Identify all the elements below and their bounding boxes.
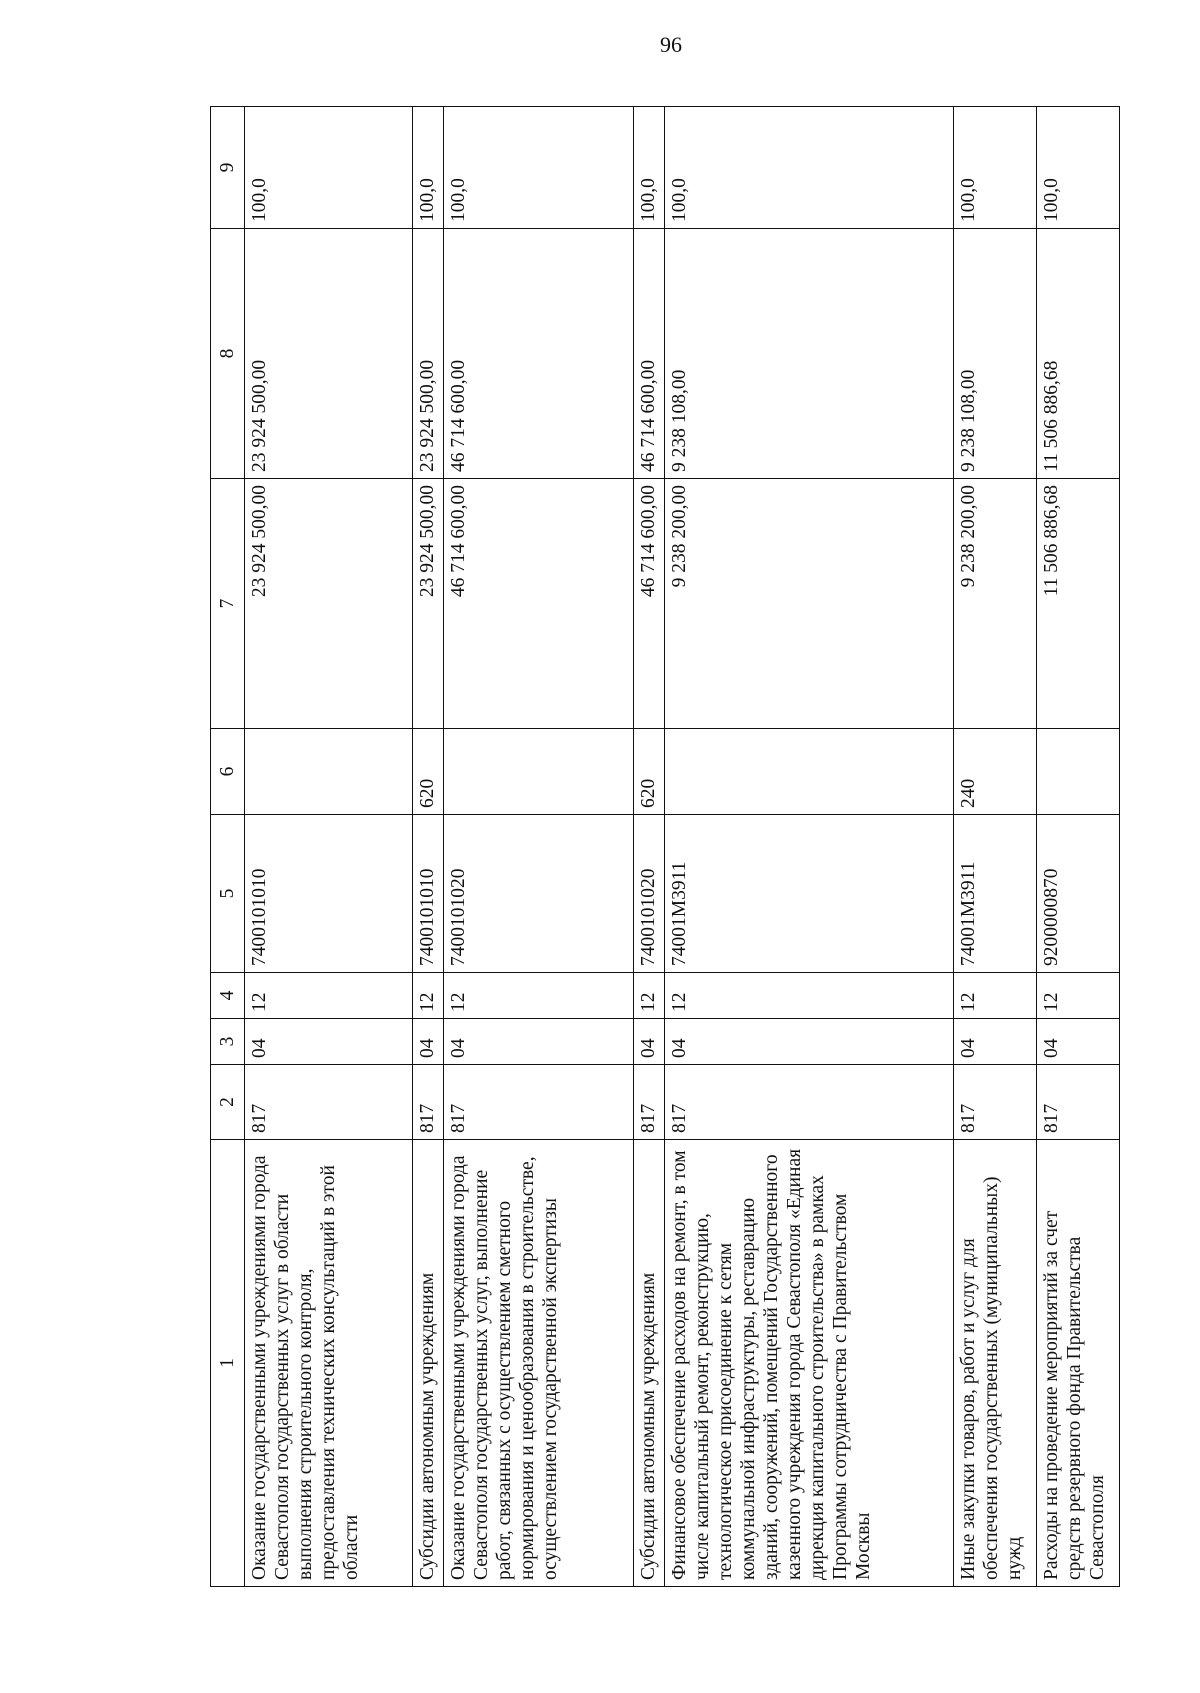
header-row — [211, 107, 245, 1587]
row-name: Оказание государственными учреждениями города Севастополя государственных услуг в области выполнения строительного контроля, предоставления технических консультаций в этой области — [245, 1140, 413, 1587]
target-item-code: 7400101020 — [443, 815, 633, 973]
executed-amount: 46 714 600,00 — [633, 229, 664, 479]
section-code: 04 — [664, 1019, 954, 1065]
execution-percent: 100,0 — [954, 107, 1037, 229]
executed-amount: 9 238 108,00 — [954, 229, 1037, 479]
planned-amount: 46 714 600,00 — [443, 479, 633, 729]
section-code: 04 — [1037, 1019, 1120, 1065]
subsection-code: 12 — [412, 973, 443, 1019]
executed-amount: 23 924 500,00 — [245, 229, 413, 479]
ministry-code: 817 — [633, 1065, 664, 1140]
budget-table — [210, 106, 1120, 1587]
target-item-code: 9200000870 — [1037, 815, 1120, 973]
row-name: Расходы на проведение мероприятий за счет средств резервного фонда Правительства Севастополя — [1037, 1140, 1120, 1587]
planned-amount: 23 924 500,00 — [245, 479, 413, 729]
expense-type-code — [1037, 729, 1120, 815]
section-code: 04 — [412, 1019, 443, 1065]
column-header: 2 — [211, 1065, 245, 1140]
expense-type-code — [443, 729, 633, 815]
row-name: Субсидии автономным учреждениям — [412, 1140, 443, 1587]
target-item-code: 7400101020 — [633, 815, 664, 973]
ministry-code: 817 — [412, 1065, 443, 1140]
ministry-code: 817 — [954, 1065, 1037, 1140]
planned-amount: 9 238 200,00 — [664, 479, 954, 729]
expense-type-code: 240 — [954, 729, 1037, 815]
ministry-code: 817 — [1037, 1065, 1120, 1140]
column-header: 5 — [211, 815, 245, 973]
rotated-table-wrapper — [210, 107, 1120, 1587]
table-row — [664, 107, 954, 1587]
target-item-code: 74001М3911 — [664, 815, 954, 973]
row-name: Финансовое обеспечение расходов на ремонт, в том числе капитальный ремонт, реконструкцию, технологическое присоединение к сетям коммунальной инфраструктуры, реставрацию зданий, сооружений, помещений Государственного казенного учреждения города Севастополя «Единая дирекция капитального строительства» в рамках Программы сотрудничества с Правительством Москвы — [664, 1140, 954, 1587]
execution-percent: 100,0 — [443, 107, 633, 229]
column-header: 9 — [211, 107, 245, 229]
ministry-code: 817 — [664, 1065, 954, 1140]
section-code: 04 — [633, 1019, 664, 1065]
subsection-code: 12 — [245, 973, 413, 1019]
table-row — [1037, 107, 1120, 1587]
subsection-code: 12 — [633, 973, 664, 1019]
ministry-code: 817 — [443, 1065, 633, 1140]
row-name: Оказание государственными учреждениями города Севастополя государственных услуг, выполнение работ, связанных с осуществлением сметного нормирования и ценообразования в строительстве, осуществлением государственной экспертизы — [443, 1140, 633, 1587]
target-item-code: 74001М3911 — [954, 815, 1037, 973]
execution-percent: 100,0 — [245, 107, 413, 229]
target-item-code: 7400101010 — [412, 815, 443, 973]
expense-type-code — [245, 729, 413, 815]
expense-type-code: 620 — [412, 729, 443, 815]
executed-amount: 46 714 600,00 — [443, 229, 633, 479]
section-code: 04 — [954, 1019, 1037, 1065]
table-row — [443, 107, 633, 1587]
execution-percent: 100,0 — [1037, 107, 1120, 229]
ministry-code: 817 — [245, 1065, 413, 1140]
expense-type-code: 620 — [633, 729, 664, 815]
subsection-code: 12 — [954, 973, 1037, 1019]
table-row — [633, 107, 664, 1587]
execution-percent: 100,0 — [664, 107, 954, 229]
column-header: 4 — [211, 973, 245, 1019]
column-header: 6 — [211, 729, 245, 815]
section-code: 04 — [443, 1019, 633, 1065]
subsection-code: 12 — [443, 973, 633, 1019]
execution-percent: 100,0 — [633, 107, 664, 229]
execution-percent: 100,0 — [412, 107, 443, 229]
row-name: Субсидии автономным учреждениям — [633, 1140, 664, 1587]
target-item-code: 7400101010 — [245, 815, 413, 973]
column-header: 1 — [211, 1140, 245, 1587]
planned-amount: 23 924 500,00 — [412, 479, 443, 729]
planned-amount: 11 506 886,68 — [1037, 479, 1120, 729]
executed-amount: 23 924 500,00 — [412, 229, 443, 479]
planned-amount: 46 714 600,00 — [633, 479, 664, 729]
table-row — [412, 107, 443, 1587]
table-row — [954, 107, 1037, 1587]
subsection-code: 12 — [664, 973, 954, 1019]
column-header: 7 — [211, 479, 245, 729]
table-row — [245, 107, 413, 1587]
expense-type-code — [664, 729, 954, 815]
executed-amount: 9 238 108,00 — [664, 229, 954, 479]
column-header: 8 — [211, 229, 245, 479]
section-code: 04 — [245, 1019, 413, 1065]
subsection-code: 12 — [1037, 973, 1120, 1019]
planned-amount: 9 238 200,00 — [954, 479, 1037, 729]
page-number: 96 — [660, 32, 682, 57]
column-header: 3 — [211, 1019, 245, 1065]
executed-amount: 11 506 886,68 — [1037, 229, 1120, 479]
row-name: Иные закупки товаров, работ и услуг для обеспечения государственных (муниципальных) нужд — [954, 1140, 1037, 1587]
